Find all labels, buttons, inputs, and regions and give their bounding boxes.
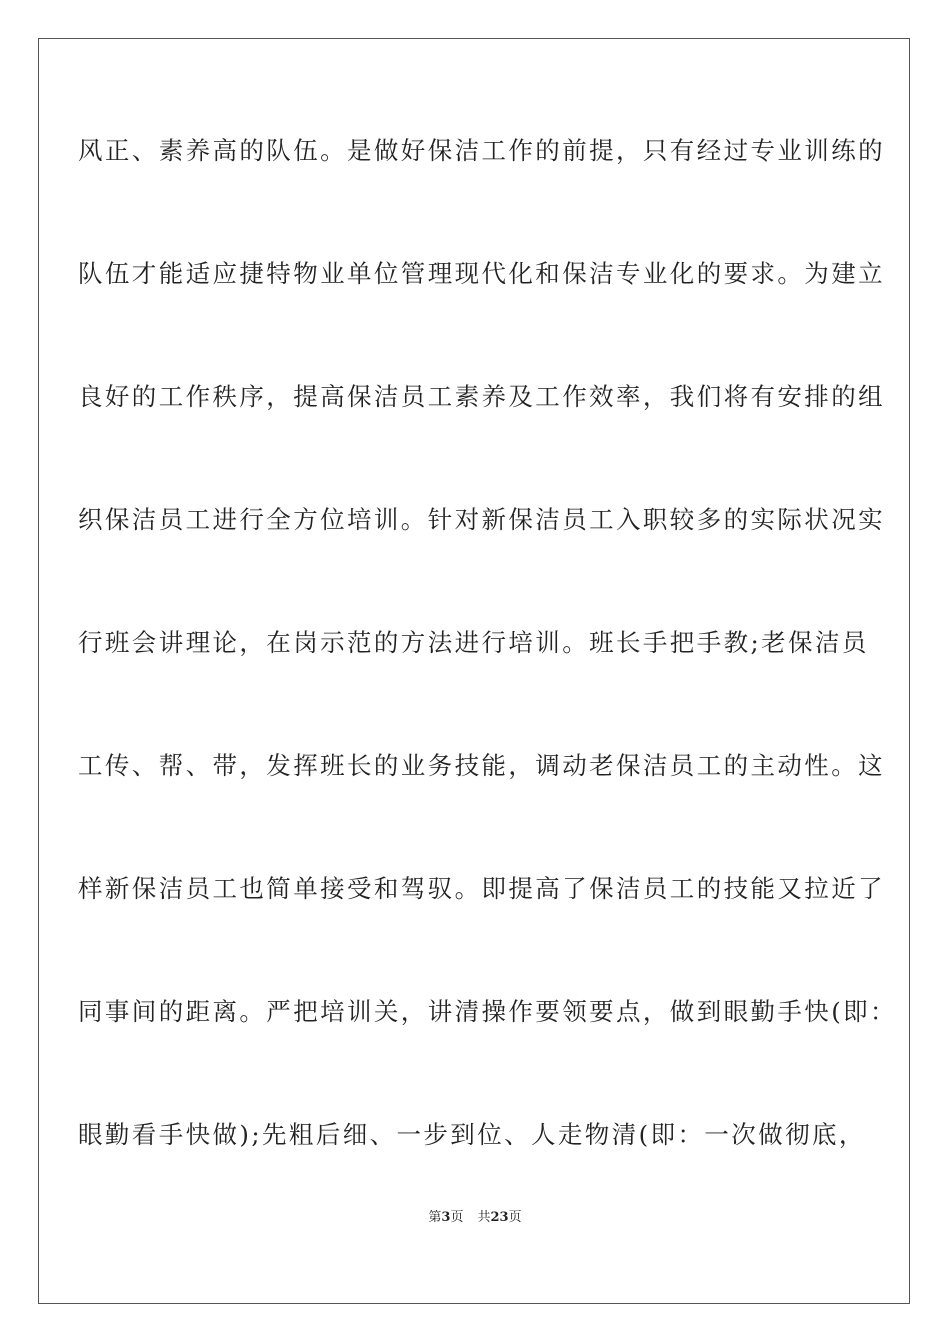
text-line: 行班会讲理论，在岗示范的方法进行培训。班长手把手教;老保洁员 (78, 628, 869, 657)
text-line: 良好的工作秩序，提高保洁员工素养及工作效率，我们将有安排的组 (78, 382, 885, 411)
page-frame (38, 38, 910, 1304)
page-prefix: 第 (428, 1210, 442, 1225)
total-prefix: 共 (477, 1210, 491, 1225)
text-line: 队伍才能适应捷特物业单位管理现代化和保洁专业化的要求。为建立 (78, 259, 885, 288)
text-line: 风正、素养高的队伍。是做好保洁工作的前提，只有经过专业训练的 (78, 136, 885, 165)
page-suffix: 页 (450, 1210, 464, 1225)
total-suffix: 页 (508, 1210, 522, 1225)
text-line: 眼勤看手快做);先粗后细、一步到位、人走物清(即：一次做彻底， (78, 1120, 866, 1149)
total-pages: 23 (490, 1210, 509, 1225)
text-line: 工传、帮、带，发挥班长的业务技能，调动老保洁员工的主动性。这 (78, 751, 885, 780)
text-line: 织保洁员工进行全方位培训。针对新保洁员工入职较多的实际状况实 (78, 505, 885, 534)
page-footer (0, 1206, 950, 1225)
page-number: 3 (441, 1210, 451, 1225)
text-line: 同事间的距离。严把培训关，讲清操作要领要点，做到眼勤手快(即： (78, 997, 897, 1026)
text-line: 样新保洁员工也简单接受和驾驭。即提高了保洁员工的技能又拉近了 (78, 874, 885, 903)
